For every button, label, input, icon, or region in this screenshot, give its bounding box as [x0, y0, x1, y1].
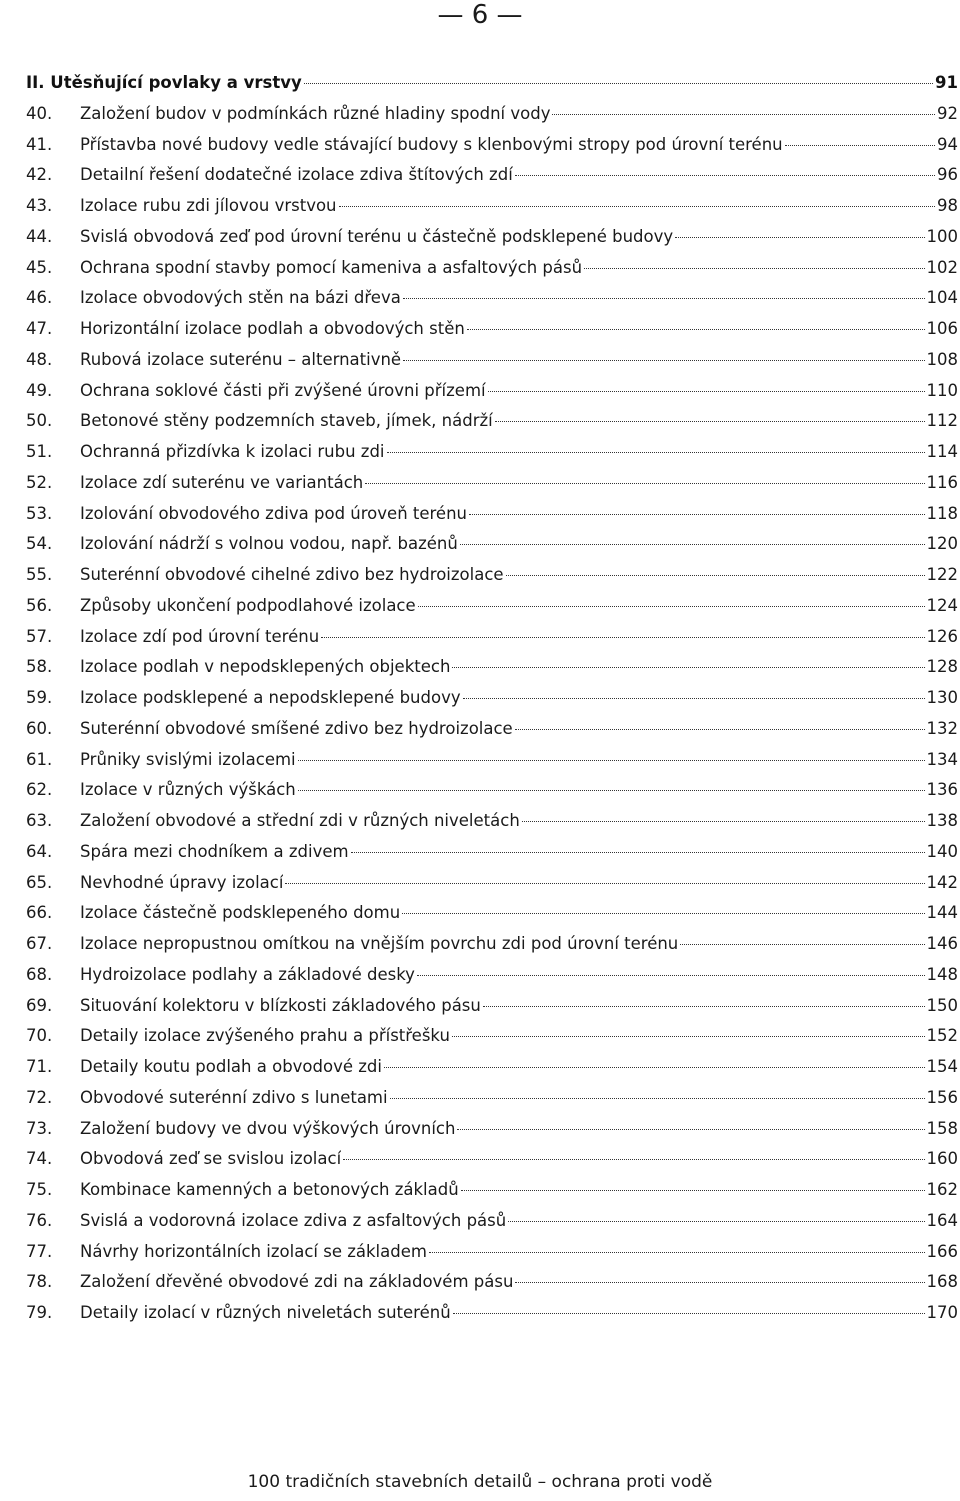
toc-page-number: 122: [926, 565, 958, 584]
toc-entry: [26, 1119, 958, 1150]
toc-entry-title: Založení budov v podmínkách různé hladiny spodní vody: [80, 103, 551, 123]
toc-entry-number: 55.: [26, 565, 53, 584]
toc-entry-title: Založení budovy ve dvou výškových úrovních: [80, 1118, 456, 1138]
toc-entry: [26, 135, 958, 166]
toc-entry-number: 42.: [26, 165, 53, 185]
toc-entry-title: Suterénní obvodové cihelné zdivo bez hydroizolace: [80, 565, 504, 584]
toc-entry-title: Izolace rubu zdi jílovou vrstvou: [80, 196, 337, 215]
toc-page-number: 152: [926, 1026, 958, 1046]
toc-entry-title: Detaily koutu podlah a obvodové zdi: [80, 1057, 382, 1076]
toc-entry-number: 40.: [26, 103, 53, 123]
toc-entry-number: 65.: [26, 872, 53, 892]
toc-page-number: 150: [926, 995, 958, 1015]
toc-entry-number: 59.: [26, 688, 53, 707]
toc-page-number: 146: [926, 934, 958, 953]
toc-entry-title: Detaily izolace zvýšeného prahu a přístřešku: [80, 1026, 450, 1046]
toc-leader-dots: [483, 1006, 925, 1007]
toc-entry: [26, 442, 958, 473]
toc-entry-title: Spára mezi chodníkem a zdivem: [80, 841, 349, 861]
page-number: — 6 —: [437, 0, 523, 30]
toc-page-number: 148: [926, 964, 958, 984]
toc-page-number: 168: [926, 1272, 958, 1292]
toc-page-number: 132: [926, 718, 958, 738]
toc-entry: [26, 1211, 958, 1242]
toc-entry-number: 67.: [26, 934, 53, 953]
toc-entry-title: Způsoby ukončení podpodlahové izolace: [80, 595, 416, 615]
toc-entry-number: 64.: [26, 841, 53, 861]
toc-entry-number: 50.: [26, 411, 53, 431]
toc-page-number: 164: [926, 1210, 958, 1230]
toc-leader-dots: [351, 852, 925, 853]
toc-entry: [26, 104, 958, 135]
toc-entry-number: 46.: [26, 288, 53, 308]
toc-entry-number: 68.: [26, 964, 53, 984]
toc-entries: [26, 104, 958, 1334]
toc-leader-dots: [488, 391, 925, 392]
toc-entry: [26, 1149, 958, 1180]
toc-entry-number: 61.: [26, 749, 53, 769]
toc-entry: [26, 473, 958, 504]
toc-leader-dots: [321, 637, 924, 638]
toc-page-number: 134: [926, 749, 958, 769]
toc-leader-dots: [429, 1252, 925, 1253]
toc-entry-title: Svislá a vodorovná izolace zdiva z asfaltových pásů: [80, 1210, 507, 1230]
toc-entry: [26, 350, 958, 381]
toc-section-title: II. Utěsňující povlaky a vrstvy: [26, 73, 302, 92]
toc-entry-title: Rubová izolace suterénu – alternativně: [80, 349, 402, 369]
toc-entry: [26, 627, 958, 658]
toc-leader-dots: [387, 452, 925, 453]
toc-page-number: 106: [926, 319, 958, 338]
toc-entry-number: 74.: [26, 1149, 53, 1169]
toc-entry-number: 49.: [26, 380, 53, 400]
toc-entry: [26, 657, 958, 688]
toc-entry-title: Izolace obvodových stěn na bázi dřeva: [80, 288, 401, 308]
toc-entry: [26, 258, 958, 289]
toc-entry-title: Izolace zdí pod úrovní terénu: [80, 626, 320, 646]
toc-page-number: 142: [926, 872, 958, 892]
toc-page-number: 108: [926, 349, 958, 369]
toc-entry: [26, 288, 958, 319]
toc-page-number: 128: [926, 657, 958, 677]
toc-entry: [26, 196, 958, 227]
toc-entry-title: Izolace v různých výškách: [80, 780, 296, 800]
toc-entry-title: Suterénní obvodové smíšené zdivo bez hydroizolace: [80, 718, 513, 738]
toc-entry-title: Založení obvodové a střední zdi v různých niveletách: [80, 811, 520, 830]
toc-leader-dots: [285, 883, 924, 884]
toc-entry-title: Izolování nádrží s volnou vodou, např. bazénů: [80, 534, 458, 554]
toc-leader-dots: [452, 1036, 925, 1037]
toc-entry-title: Betonové stěny podzemních staveb, jímek, nádrží: [80, 411, 493, 431]
toc-page-number: 136: [926, 780, 958, 800]
toc-entry-number: 48.: [26, 349, 53, 369]
toc-entry-number: 45.: [26, 257, 53, 277]
toc-entry-number: 51.: [26, 442, 53, 461]
toc-entry-number: 73.: [26, 1118, 53, 1138]
toc-leader-dots: [403, 360, 924, 361]
toc-entry-number: 69.: [26, 995, 53, 1015]
toc-entry-title: Izolace podsklepené a nepodsklepené budovy: [80, 688, 461, 707]
toc-entry: [26, 504, 958, 535]
toc-entry: [26, 842, 958, 873]
toc-entry: [26, 688, 958, 719]
toc-entry-title: Izolace nepropustnou omítkou na vnějším povrchu zdi pod úrovní terénu: [80, 934, 679, 953]
toc-leader-dots: [298, 760, 925, 761]
toc-page-number: 158: [926, 1118, 958, 1138]
toc-entry-number: 47.: [26, 319, 53, 338]
toc-entry-number: 62.: [26, 780, 53, 800]
toc-page-number: 94: [937, 134, 958, 154]
toc-leader-dots: [680, 944, 924, 945]
toc-leader-dots: [365, 483, 924, 484]
toc-page-number: 154: [926, 1057, 958, 1076]
toc-page-number: 138: [926, 811, 958, 830]
toc-entry-number: 44.: [26, 226, 53, 246]
toc-entry: [26, 1303, 958, 1334]
toc-entry-title: Izolování obvodového zdiva pod úroveň terénu: [80, 503, 468, 523]
toc-entry: [26, 1180, 958, 1211]
toc-entry-title: Situování kolektoru v blízkosti základového pásu: [80, 995, 481, 1015]
toc-page-number: 112: [926, 411, 958, 431]
toc-page-number: 98: [937, 196, 958, 215]
toc-entry-number: 57.: [26, 626, 53, 646]
toc-page-number: 91: [935, 73, 958, 92]
toc-page-number: 166: [926, 1241, 958, 1261]
toc-section-heading: [26, 73, 958, 104]
toc-page-number: 126: [926, 626, 958, 646]
toc-entry-number: 76.: [26, 1210, 53, 1230]
toc-entry: [26, 873, 958, 904]
toc-page-number: 114: [926, 442, 958, 461]
toc-entry-number: 63.: [26, 811, 53, 830]
toc-entry-title: Izolace podlah v nepodsklepených objektech: [80, 657, 451, 677]
toc-leader-dots: [304, 83, 933, 84]
toc-entry: [26, 719, 958, 750]
toc-leader-dots: [418, 606, 925, 607]
toc-leader-dots: [508, 1221, 924, 1222]
toc-entry: [26, 903, 958, 934]
toc-entry-title: Horizontální izolace podlah a obvodových stěn: [80, 319, 465, 338]
toc-page-number: 110: [926, 380, 958, 400]
toc-entry-number: 41.: [26, 134, 53, 154]
toc-entry: [26, 1272, 958, 1303]
toc-entry: [26, 1242, 958, 1273]
toc-page-number: 104: [926, 288, 958, 308]
toc-entry: [26, 534, 958, 565]
toc-entry: [26, 934, 958, 965]
toc-entry: [26, 965, 958, 996]
toc-leader-dots: [384, 1067, 925, 1068]
toc-entry-title: Obvodová zeď se svislou izolací: [80, 1149, 342, 1169]
toc-leader-dots: [584, 268, 924, 269]
toc-entry-number: 70.: [26, 1026, 53, 1046]
toc-entry: [26, 1026, 958, 1057]
toc-page-number: 130: [926, 688, 958, 707]
toc-leader-dots: [461, 1190, 925, 1191]
toc-entry: [26, 780, 958, 811]
toc-page-number: 170: [926, 1303, 958, 1322]
table-of-contents: [26, 73, 958, 1334]
toc-entry: [26, 319, 958, 350]
toc-entry-title: Hydroizolace podlahy a základové desky: [80, 964, 415, 984]
toc-entry-title: Svislá obvodová zeď pod úrovní terénu u částečně podsklepené budovy: [80, 226, 674, 246]
toc-entry: [26, 996, 958, 1027]
toc-entry: [26, 1088, 958, 1119]
toc-entry-number: 52.: [26, 472, 53, 492]
toc-entry-title: Ochranná přizdívka k izolaci rubu zdi: [80, 442, 385, 461]
toc-entry-number: 60.: [26, 718, 53, 738]
toc-leader-dots: [417, 975, 925, 976]
page-footer: 100 tradičních stavebních detailů – ochrana proti vodě: [247, 1472, 713, 1492]
toc-entry: [26, 750, 958, 781]
toc-leader-dots: [453, 1313, 925, 1314]
toc-entry-number: 43.: [26, 196, 53, 215]
toc-entry-number: 54.: [26, 534, 53, 554]
toc-entry-number: 75.: [26, 1180, 53, 1199]
toc-leader-dots: [506, 575, 925, 576]
toc-leader-dots: [339, 206, 935, 207]
toc-page-number: 160: [926, 1149, 958, 1169]
toc-page-number: 120: [926, 534, 958, 554]
toc-page-number: 100: [926, 226, 958, 246]
toc-entry-title: Izolace zdí suterénu ve variantách: [80, 472, 364, 492]
toc-entry-title: Kombinace kamenných a betonových základů: [80, 1180, 459, 1199]
toc-entry: [26, 381, 958, 412]
toc-leader-dots: [452, 667, 924, 668]
toc-leader-dots: [298, 790, 925, 791]
toc-entry: [26, 411, 958, 442]
toc-entry-title: Ochrana soklové části při zvýšené úrovni přízemí: [80, 380, 486, 400]
toc-entry: [26, 227, 958, 258]
toc-entry-number: 56.: [26, 595, 53, 615]
toc-entry-number: 78.: [26, 1272, 53, 1292]
toc-entry-title: Obvodové suterénní zdivo s lunetami: [80, 1087, 388, 1107]
toc-entry-number: 71.: [26, 1057, 53, 1076]
toc-leader-dots: [675, 237, 924, 238]
toc-page-number: 102: [926, 257, 958, 277]
toc-leader-dots: [390, 1098, 925, 1099]
toc-page-number: 118: [926, 503, 958, 523]
toc-leader-dots: [495, 421, 925, 422]
toc-entry-number: 79.: [26, 1303, 53, 1322]
toc-page-number: 116: [926, 472, 958, 492]
toc-entry-number: 77.: [26, 1241, 53, 1261]
toc-leader-dots: [457, 1129, 924, 1130]
toc-page-number: 156: [926, 1087, 958, 1107]
toc-entry-title: Nevhodné úpravy izolací: [80, 872, 284, 892]
toc-leader-dots: [343, 1159, 924, 1160]
toc-page-number: 96: [937, 165, 958, 185]
toc-leader-dots: [515, 729, 925, 730]
toc-leader-dots: [460, 544, 925, 545]
toc-entry-number: 53.: [26, 503, 53, 523]
toc-entry-title: Detailní řešení dodatečné izolace zdiva štítových zdí: [80, 165, 513, 185]
toc-page-number: 162: [926, 1180, 958, 1199]
toc-entry: [26, 565, 958, 596]
toc-leader-dots: [463, 698, 925, 699]
toc-entry-number: 66.: [26, 903, 53, 923]
toc-entry-title: Návrhy horizontálních izolací se základem: [80, 1241, 427, 1261]
toc-entry: [26, 596, 958, 627]
toc-entry-number: 72.: [26, 1087, 53, 1107]
toc-page-number: 92: [937, 103, 958, 123]
toc-entry-title: Založení dřevěné obvodové zdi na základovém pásu: [80, 1272, 514, 1292]
toc-leader-dots: [552, 114, 935, 115]
toc-entry-title: Průniky svislými izolacemi: [80, 749, 296, 769]
toc-leader-dots: [515, 1282, 924, 1283]
toc-page-number: 124: [926, 595, 958, 615]
toc-entry-title: Izolace částečně podsklepeného domu: [80, 903, 401, 923]
toc-entry-title: Ochrana spodní stavby pomocí kameniva a asfaltových pásů: [80, 257, 583, 277]
toc-leader-dots: [469, 514, 924, 515]
toc-entry-title: Detaily izolací v různých niveletách suterénů: [80, 1303, 451, 1322]
toc-entry: [26, 811, 958, 842]
toc-leader-dots: [515, 175, 935, 176]
toc-page-number: 140: [926, 841, 958, 861]
toc-leader-dots: [403, 298, 925, 299]
toc-leader-dots: [785, 145, 935, 146]
toc-entry-title: Přístavba nové budovy vedle stávající budovy s klenbovými stropy pod úrovní terénu: [80, 134, 783, 154]
toc-leader-dots: [467, 329, 925, 330]
toc-leader-dots: [522, 821, 925, 822]
toc-leader-dots: [402, 913, 924, 914]
toc-entry: [26, 165, 958, 196]
toc-entry-number: 58.: [26, 657, 53, 677]
toc-page-number: 144: [926, 903, 958, 923]
toc-entry: [26, 1057, 958, 1088]
